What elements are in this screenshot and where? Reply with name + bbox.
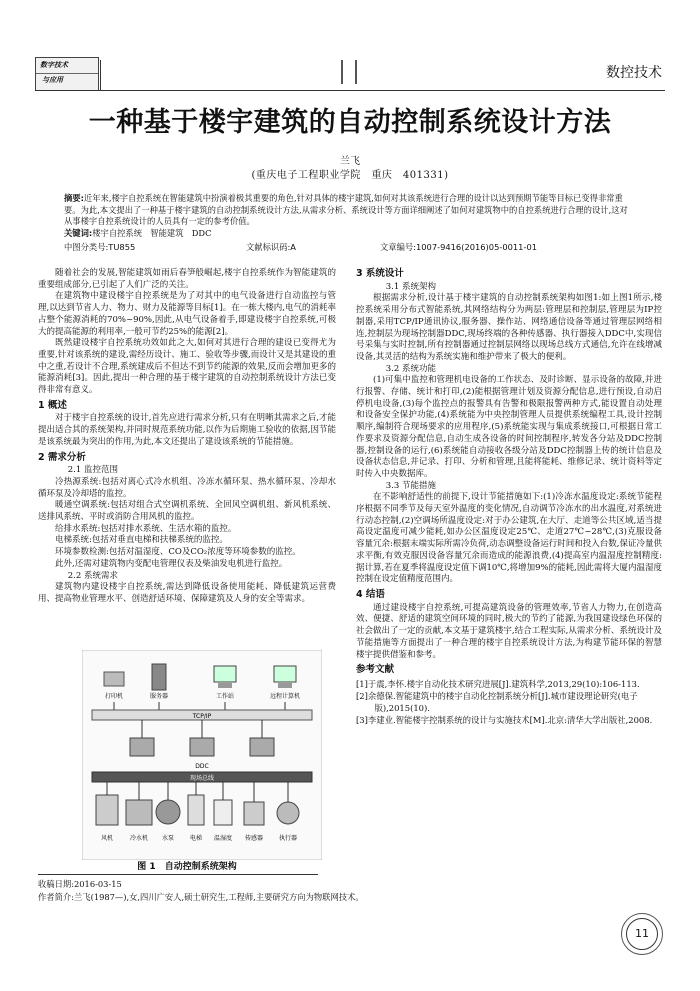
- device-label: 冷水机: [129, 835, 149, 842]
- section-name: 数控技术: [606, 65, 662, 81]
- device-label: 执行器: [278, 835, 298, 842]
- top-node-label: 打印机: [104, 693, 124, 700]
- ddc-controller: [130, 738, 154, 756]
- device-label: 水泵: [161, 835, 175, 842]
- affiliation: (重庆电子工程职业学院 重庆 401331): [251, 170, 449, 181]
- section-heading: 3 系统设计: [356, 268, 404, 279]
- ddc-label: DDC: [195, 763, 209, 770]
- device-icon: [277, 802, 299, 824]
- monitor-item: 冷热源系统:包括对离心式冷水机组、冷冻水循环泵、热水循环泵、冷却水循环泵及冷却塔的监控。: [38, 476, 336, 499]
- monitor-item: 暖通空调系统:包括对组合式空调机系统、全回风空调机组、新风机系统、送排风系统、平时或消防合用风机的监控。: [38, 500, 336, 523]
- server-icon: [152, 664, 166, 690]
- energy-paragraph: 在不影响舒适性的前提下,设计节能措施如下:(1)冷冻水温度设定:系统节能程序根据不同季节及每天室外温度的变化情况,自动调节冷冻水的出水温度,对系统进行动态控制,(2)空调场所温度设定:对于办公建筑,在大厅、走道等公共区域,适当提高设定温度可减少能耗,如办公区温度设定25℃、走道27℃~28℃,(3)克服设备容量冗余:根据末端实际所需冷负荷,动态调整设备运行时间和投入台数,保证冷量供求平衡,有效克服因设备容量冗余而造成的能源浪费,(4)提高室内温湿度控制精度:据计算,若在夏季将温度设定值下调10℃,将增加9%的能耗,因此需将大厦内温湿度控制在设定值精度范围内。: [356, 492, 662, 585]
- intro-paragraph: 随着社会的发展,智能建筑如雨后春笋般崛起,楼宇自控系统作为智能建筑的重要组成部分,已引起了人们广泛的关注。: [38, 268, 336, 290]
- monitor-item: 此外,还需对建筑物内变配电管理仪表及柴油发电机进行监控。: [55, 558, 288, 569]
- device-icon: [188, 795, 204, 825]
- subsection-heading: 2.1 监控范围: [67, 465, 118, 476]
- figure-caption: 图 1 自动控制系统架构: [137, 862, 237, 872]
- footnote-rule: [38, 874, 318, 875]
- subsection-heading: 3.1 系统架构: [385, 281, 436, 292]
- top-node-label: 服务器: [149, 693, 169, 700]
- abstract-text: 近年来,楼宇自控系统在智能建筑中扮演着极其重要的角色,针对具体的楼宇建筑,如何对其该系统进行合理的设计以达到预期节能等目标已变得非常重要。为此,本文提出了一种基于楼宇建筑的自动控制系统设计方法,从需求分析、系统设计等方面详细阐述了如何对建筑物中的自控系统进行合理的设计,这对从事楼宇自控系统设计的人员具有一定的参考价值。: [64, 193, 628, 227]
- printer-icon: [104, 672, 124, 686]
- author: 兰飞: [340, 156, 360, 167]
- device-icon: [156, 800, 180, 824]
- workstation-icon: [214, 666, 236, 682]
- received-date: 收稿日期:2016-03-15: [38, 879, 122, 889]
- abstract-label: 摘要:: [64, 193, 84, 203]
- architecture-diagram: [82, 650, 322, 860]
- workstation-base: [218, 683, 232, 688]
- reference-item: [1]于震,李怀.楼宇自动化技术研究进展[J].建筑科学,2013,29(10):106-113.: [356, 678, 640, 689]
- monitor-item: 电梯系统:包括对垂直电梯和扶梯系统的监控。: [55, 535, 228, 546]
- header-vrule: [100, 60, 101, 90]
- subsection-heading: 3.3 节能措施: [385, 480, 436, 491]
- section-heading: 2 需求分析: [38, 451, 86, 463]
- section-heading: 4 结语: [356, 588, 385, 600]
- system-requirement: 建筑物内建设楼宇自控系统,需达到降低设备使用能耗、降低建筑运营费用、提高物业管理水平、创造舒适环境、保障建筑及人身的安全等需求。: [38, 582, 336, 604]
- remote-computer-icon: [274, 666, 296, 682]
- abstract: [64, 193, 636, 240]
- intro-paragraph: 既然建设楼宇自控系统功效如此之大,如何对其进行合理的建设已变得尤为重要,针对该系统的建设,需经历设计、施工、验收等步骤,而设计又是其建设的重中之重,若设计不合理,系统建成后不但达不到节约能源的效果,反而会增加更多的能源消耗[3]。因此,提出一种合理的基于楼宇建筑的自动控制系统设计方法已变得非常有意义。: [38, 338, 336, 396]
- ddc-controller: [190, 738, 214, 756]
- remote-computer-base: [278, 683, 292, 688]
- logo-divider: [36, 73, 98, 74]
- logo-line2: 与应用: [42, 75, 63, 84]
- article-number: 文章编号:1007-9416(2016)05-0011-01: [380, 242, 538, 252]
- keywords-text: 楼宇自控系统 智能建筑 DDC: [92, 228, 212, 239]
- monitor-item: 环境参数检测:包括对温湿度、CO及CO₂浓度等环境参数的监控。: [55, 547, 301, 558]
- keywords-label: 关键词:: [64, 228, 93, 239]
- abstract-body: [64, 193, 636, 228]
- device-label: 温湿度: [213, 835, 233, 842]
- right-column: [356, 268, 662, 726]
- intro-paragraph: 在建筑物中建设楼宇自控系统是为了对其中的电气设备进行自动监控与管理,以达到节省人力、物力、财力及能源等目标[1]。在一栋大楼内,电气的消耗率占整个能源消耗的70%~90%,因此,从电气设备着手,即建设楼宇自控系统,可极大的提高能源的利用率,一般可节约25%的能源[2]。: [38, 291, 336, 337]
- subsection-heading: 2.2 系统需求: [67, 570, 118, 581]
- architecture-paragraph: 根据需求分析,设计基于楼宇建筑的自动控制系统架构如图1:如上图1所示,楼控系统采用分布式智能系统,其网络结构分为两层:管理层和控制层,管理层为IP控制器,采用TCP/IP通讯协议,服务器、操作站、网络通信设备等通过管理层网络相连,控制层为现场控制器DDC,现场终端的各种传感器、执行器接入DDC中,实现信号采集与实时控制,所有控制器通过控制层网络以现场总线方式通信,允许在线增减设备,其灵活的结构为系统实施和维护带来了极大的便利。: [356, 293, 662, 362]
- header-rule: [35, 90, 665, 91]
- author-bio: 作者简介:兰飞(1987—),女,四川广安人,硕士研究生,工程师,主要研究方向为物联网技术。: [38, 892, 364, 902]
- references-heading: 参考文献: [356, 664, 395, 676]
- clc-number: 中图分类号:TU855: [64, 242, 136, 252]
- top-node-label: 工作站: [215, 693, 235, 700]
- left-column: [38, 268, 336, 606]
- top-node-label: 远程计算机: [269, 693, 301, 700]
- logo-line1: 数字技术: [40, 60, 68, 69]
- reference-item: [3]李建业.智能楼宇控制系统的设计与实施技术[M].北京:清华大学出版社,2008.: [356, 714, 653, 725]
- section-heading: 1 概述: [38, 399, 67, 411]
- device-icon: [244, 802, 264, 825]
- header-bars: [339, 60, 361, 84]
- page-number: 11: [626, 918, 658, 950]
- device-icon: [126, 800, 152, 825]
- reference-item: [2]余德保.智能建筑中的楼宇自动化控制系统分析[J].城市建设理论研究(电子版),2015(10).: [356, 690, 638, 713]
- device-icon: [96, 795, 118, 825]
- device-label: 风机: [100, 835, 114, 842]
- overview-paragraph: 对于楼宇自控系统的设计,首先应进行需求分析,只有在明晰其需求之后,才能提出适合其的系统架构,并同时规范系统功能,以作为后期施工验收的依据,因节能是该系统最为突出的作用,为此,本文还提出了建设该系统的节能措施。: [38, 413, 336, 447]
- keywords: [64, 228, 636, 240]
- subsection-heading: 3.2 系统功能: [385, 363, 436, 374]
- device-label: 电梯: [189, 835, 203, 842]
- functions-paragraph: (1)可集中监控和管理机电设备的工作状态、及时诊断、显示设备的故障,并进行报警、存储、统计和打印,(2)能根据管理计划及资源分配信息,进行预设,自动启停机电设备,(3)每个监控点的报警具有告警和极限报警两种方式,能设置自动处理和设备安全保护功能,(4)系统能为中央控制管理人员提供系统编程工具,设计控制顺序,编制符合现场要求的应用程序,(5)系统能实现与集成系统接口,可根据日常工作要求及资源分配信息,自动生成各设备的时间控制程序,转发各分站及DDC控制器,控制设备的运行,(6)系统能自动接收各级分站及DDC控制器上传的统计信息及设备状态信息,并记录、打印、分析和管理,且能将能耗、维修记录、统计资料等定时传入中央数据库。: [356, 375, 662, 479]
- journal-logo: [35, 57, 99, 91]
- conclusion-paragraph: 通过建设楼宇自控系统,可提高建筑设备的管理效率,节省人力物力,在创造高效、便捷、舒适的建筑空间环境的同时,极大的节约了能源,为我国建设绿色环保的社会做出了一定的贡献,本文基于建筑楼宇,结合工程实际,从需求分析、系统设计及节能措施等方面提出了一种合理的楼宇自控系统设计方法,为构建节能环保的智慧楼宇提供借鉴和参考。: [356, 602, 662, 660]
- device-label: 传感器: [244, 835, 264, 842]
- paper-title: 一种基于楼宇建筑的自动控制系统设计方法: [88, 107, 612, 138]
- tcpip-label: TCP/IP: [192, 713, 212, 720]
- device-icon: [214, 800, 232, 825]
- ddc-controller: [250, 738, 274, 756]
- fieldbus-label: 现场总线: [189, 775, 215, 782]
- doc-code: 文献标识码:A: [246, 242, 296, 252]
- monitor-item: 给排水系统:包括对排水系统、生活水箱的监控。: [55, 523, 237, 534]
- reference-list: [356, 678, 662, 726]
